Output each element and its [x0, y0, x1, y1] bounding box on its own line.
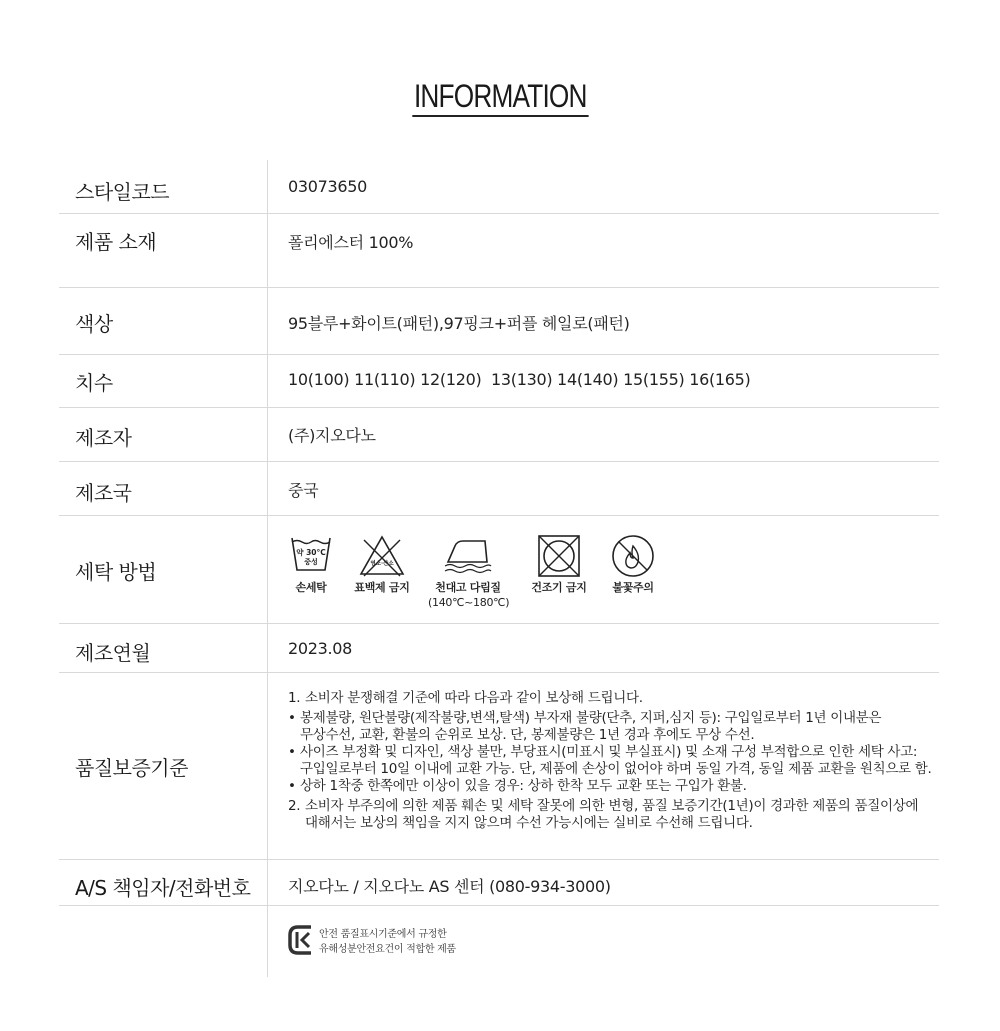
- quality-item-number: 1.: [288, 690, 301, 706]
- color-value: 95블루+화이트(패턴),97핑크+퍼플 헤일로(패턴): [288, 314, 630, 333]
- hand-wash-temp: 약 30°C: [296, 548, 326, 557]
- quality-item-1: [288, 690, 938, 707]
- no-tumble-dry-icon: [536, 534, 582, 578]
- manufacture-date-value: 2023.08: [288, 639, 353, 658]
- color-label: 색상: [75, 312, 113, 336]
- info-table: [59, 160, 939, 977]
- hand-wash-detergent: 중성: [304, 558, 318, 566]
- quality-bullet-line: 상하 1착중 한쪽에만 이상이 있을 경우: 상하 한착 모두 교환 또는 구입가 환불.: [300, 778, 747, 794]
- quality-item-text: 대해서는 보상의 책임을 지지 않으며 수선 가능시에는 실비로 수선해 드립니다.: [305, 815, 753, 831]
- manufacture-date-label: 제조연월: [75, 641, 151, 665]
- material-label: 제품 소재: [75, 230, 157, 254]
- manufacturer-label: 제조자: [75, 426, 132, 450]
- quality-item-2: [288, 798, 938, 832]
- bullet-mark: •: [288, 778, 296, 794]
- quality-bullet-line: 사이즈 부정확 및 디자인, 색상 불만, 부당표시(미표시 및 부실표시) 및 소재 구성 부적합으로 인한 세탁 사고:: [300, 744, 918, 760]
- divider: [267, 624, 268, 672]
- wash-item-bleach: [350, 534, 414, 595]
- no-bleach-caption: 표백제 금지: [354, 581, 410, 594]
- size-label: 치수: [75, 371, 113, 395]
- row-country: [59, 462, 939, 516]
- divider: [267, 462, 268, 515]
- wash-item-hand: [284, 534, 338, 595]
- wash-icons: [284, 534, 684, 624]
- country-value: 중국: [288, 481, 319, 500]
- hand-wash-icon: [289, 534, 333, 574]
- as-contact-label: A/S 책임자/전화번호: [75, 876, 251, 900]
- row-wash: [59, 516, 939, 624]
- bullet-mark: •: [288, 710, 296, 726]
- as-contact-value: 지오다노 / 지오다노 AS 센터 (080-934-3000): [288, 877, 611, 896]
- divider: [267, 288, 268, 354]
- kc-mark-icon: [288, 923, 314, 957]
- row-manufacture-date: [59, 624, 939, 673]
- divider: [267, 906, 268, 977]
- no-tumble-dry-caption: 건조기 금지: [531, 581, 587, 594]
- row-quality-guarantee: [59, 673, 939, 860]
- row-color: [59, 288, 939, 355]
- quality-bullet-line: 무상수선, 교환, 환불의 순위로 보상. 단, 봉제불량은 1년 경과 후에도 무상 수선.: [300, 727, 755, 743]
- material-value: 폴리에스터 100%: [288, 233, 414, 252]
- no-bleach-inner: 염소·산소: [370, 561, 394, 567]
- fire-caution-caption: 불꽃주의: [612, 581, 654, 594]
- country-label: 제조국: [75, 481, 132, 505]
- iron-caption: 천대고 다림질: [435, 581, 501, 594]
- quality-bullet-3: [288, 778, 938, 795]
- row-as-contact: [59, 860, 939, 906]
- quality-label: 품질보증기준: [75, 756, 188, 780]
- divider: [267, 160, 268, 213]
- fire-caution-icon: [610, 534, 656, 578]
- row-certification: [59, 906, 939, 977]
- hand-wash-caption: 손세탁: [295, 581, 327, 594]
- divider: [267, 516, 268, 623]
- size-value: 10(100) 11(110) 12(120) 13(130) 14(140) 15(155) 16(165): [288, 370, 751, 389]
- divider: [267, 214, 268, 287]
- wash-label: 세탁 방법: [75, 560, 157, 584]
- quality-bullet-1: [288, 710, 938, 744]
- row-material: [59, 214, 939, 288]
- page-title: INFORMATION: [412, 78, 588, 117]
- row-manufacturer: [59, 408, 939, 462]
- divider: [267, 673, 268, 859]
- divider: [267, 408, 268, 461]
- quality-text: [288, 690, 938, 835]
- quality-bullet-line: 구입일로부터 10일 이내에 교환 가능. 단, 제품에 손상이 없어야 하며 동일 가격, 동일 제품 교환을 원칙으로 함.: [300, 761, 932, 777]
- divider: [267, 860, 268, 905]
- wash-item-fire: [604, 534, 662, 595]
- divider: [267, 355, 268, 407]
- manufacturer-value: (주)지오다노: [288, 426, 376, 445]
- row-style-code: [59, 160, 939, 214]
- bullet-mark: •: [288, 744, 296, 760]
- iron-temp-caption: (140℃~180℃): [428, 596, 510, 609]
- no-bleach-icon: [358, 534, 406, 578]
- wash-item-iron: [428, 534, 508, 610]
- row-size: [59, 355, 939, 408]
- quality-item-text: 소비자 부주의에 의한 제품 훼손 및 세탁 잘못에 의한 변형, 품질 보증기간(1년)이 경과한 제품의 품질이상에: [305, 798, 919, 814]
- style-code-value: 03073650: [288, 177, 368, 196]
- quality-bullet-line: 봉제불량, 원단불량(제작불량,변색,탈색) 부자재 불량(단추, 지퍼,심지 등): 구입일로부터 1년 이내분은: [300, 710, 882, 726]
- style-code-label: 스타일코드: [75, 180, 170, 204]
- wash-item-dryer: [527, 534, 591, 595]
- quality-item-number: 2.: [288, 798, 301, 814]
- quality-item-text: 소비자 분쟁해결 기준에 따라 다음과 같이 보상해 드립니다.: [305, 690, 643, 706]
- iron-icon: [443, 534, 493, 574]
- quality-bullet-2: [288, 744, 938, 778]
- title-wrap: [0, 78, 1000, 117]
- kc-text-line1: 안전 품질표시기준에서 규정한: [319, 929, 447, 940]
- kc-text-line2: 유해성분안전요건이 적합한 제품: [319, 944, 456, 955]
